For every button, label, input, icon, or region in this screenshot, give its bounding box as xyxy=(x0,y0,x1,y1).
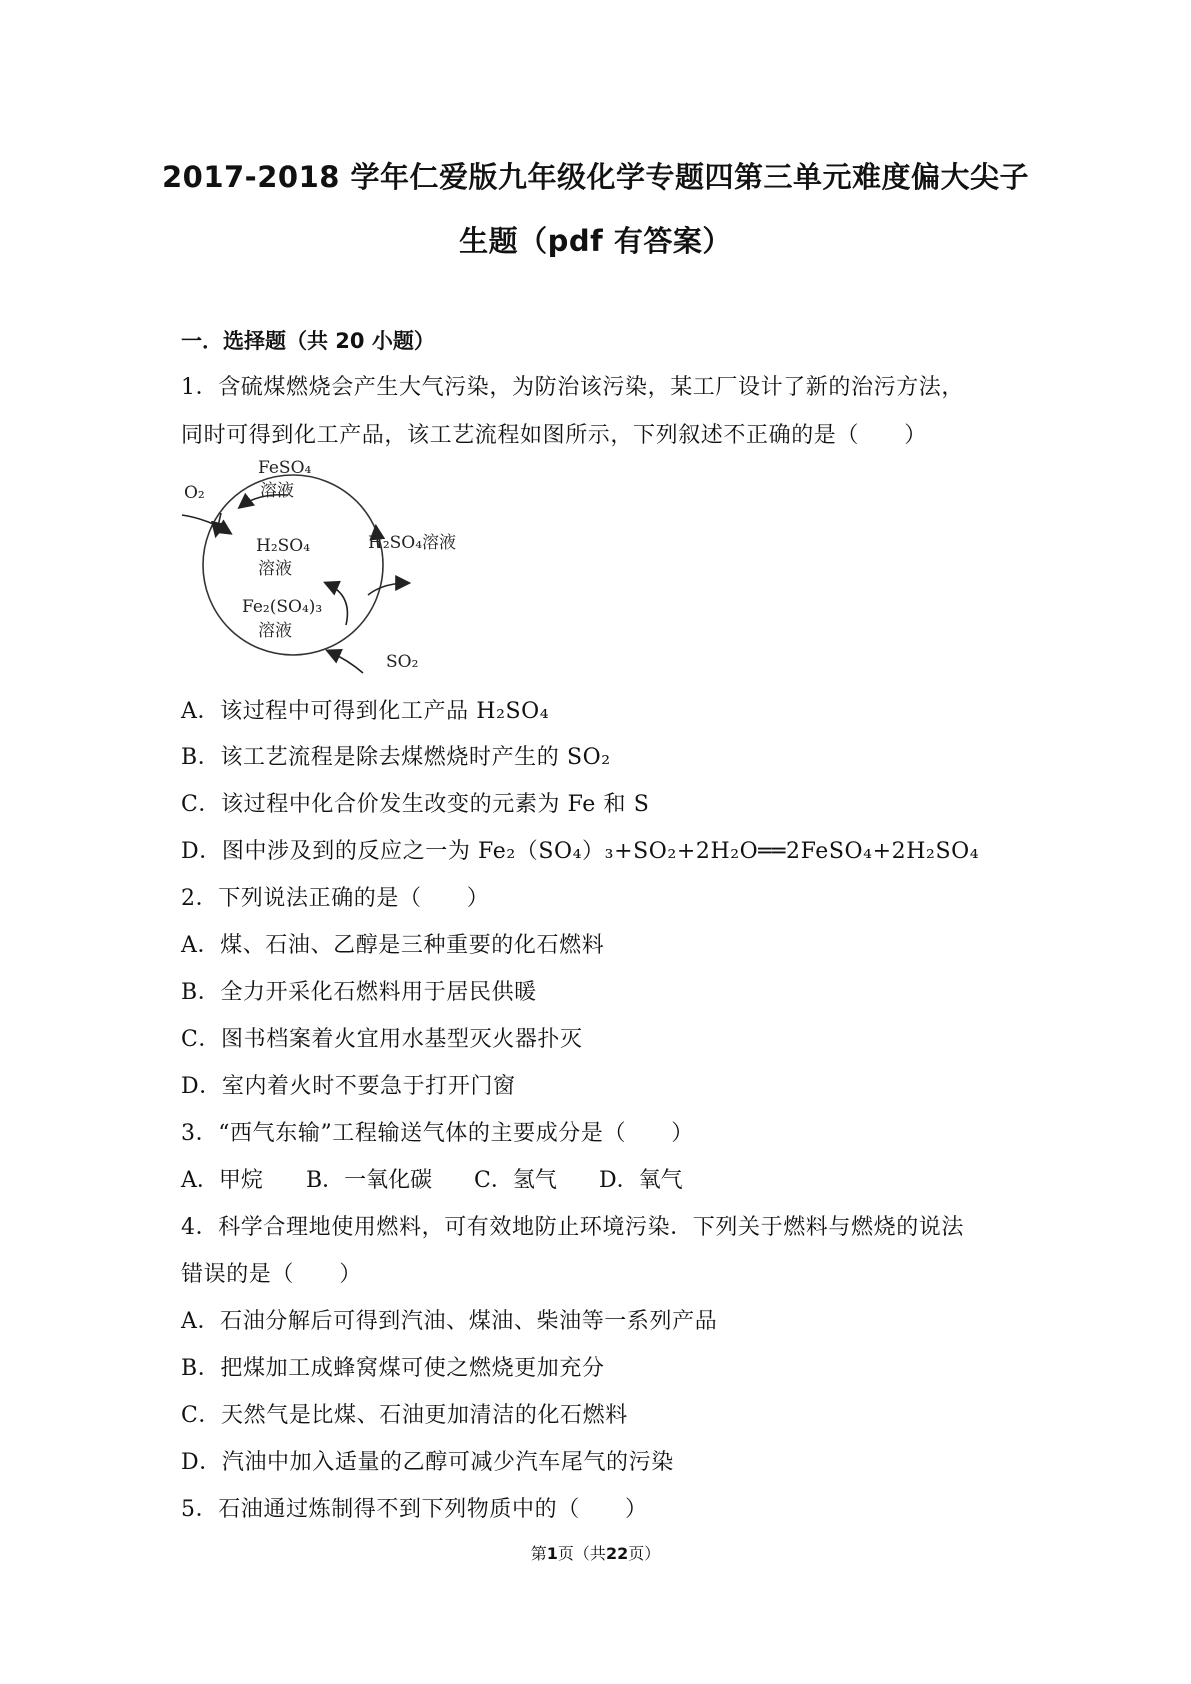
process-flow-diagram xyxy=(178,455,508,680)
q1-option-c: C．该过程中化合价发生改变的元素为 Fe 和 S xyxy=(181,792,650,817)
label-h2so4-out: H₂SO₄溶液 xyxy=(368,533,457,553)
q4-option-a: A．石油分解后可得到汽油、煤油、柴油等一系列产品 xyxy=(181,1309,718,1334)
page-footer xyxy=(0,1541,1191,1564)
label-h2so4-inner-sol: 溶液 xyxy=(258,559,292,579)
q3-options xyxy=(181,1163,683,1194)
so2-arrow xyxy=(328,651,363,673)
label-so2: SO₂ xyxy=(386,652,419,672)
q2-option-d: D．室内着火时不要急于打开门窗 xyxy=(181,1074,516,1099)
q3-option-c: C．氢气 xyxy=(474,1168,557,1193)
inner-arrow xyxy=(326,583,347,625)
q3-stem: 3．“西气东输”工程输送气体的主要成分是（ ） xyxy=(181,1121,694,1146)
label-feso4-sol: 溶液 xyxy=(260,481,294,501)
q1-stem-line1: 1．含硫煤燃烧会产生大气污染，为防治该污染，某工厂设计了新的治污方法， xyxy=(181,375,964,400)
h2so4-out-arrow xyxy=(368,583,408,595)
label-fe2so43-sol: 溶液 xyxy=(258,621,292,641)
label-h2so4-inner: H₂SO₄ xyxy=(256,536,311,556)
q2-option-a: A．煤、石油、乙醇是三种重要的化石燃料 xyxy=(181,933,605,958)
q4-stem-line2: 错误的是（ ） xyxy=(181,1262,362,1287)
label-feso4: FeSO₄ xyxy=(258,458,312,478)
label-o2: O₂ xyxy=(184,483,205,503)
q1-option-d: D．图中涉及到的反应之一为 Fe₂（SO₄）₃+SO₂+2H₂O══2FeSO₄+2H₂SO₄ xyxy=(181,839,980,864)
q1-option-a: A．该过程中可得到化工产品 H₂SO₄ xyxy=(181,699,550,724)
doc-title-line2: 生题（pdf 有答案） xyxy=(459,224,732,258)
q3-option-b: B．一氧化碳 xyxy=(306,1168,433,1193)
q4-option-c: C．天然气是比煤、石油更加清洁的化石燃料 xyxy=(181,1403,628,1428)
q2-option-c: C．图书档案着火宜用水基型灭火器扑灭 xyxy=(181,1027,583,1052)
q5-stem: 5．石油通过炼制得不到下列物质中的（ ） xyxy=(181,1497,648,1522)
footer-mid: 页（共 xyxy=(557,1544,606,1563)
footer-total-pages: 22 xyxy=(605,1544,629,1563)
section-heading: 一．选择题（共 20 小题） xyxy=(181,329,435,353)
doc-title-line1: 2017-2018 学年仁爱版九年级化学专题四第三单元难度偏大尖子 xyxy=(161,160,1030,194)
q4-option-b: B．把煤加工成蜂窝煤可使之燃烧更加充分 xyxy=(181,1356,605,1381)
q3-option-a: A．甲烷 xyxy=(181,1168,263,1193)
o2-arrow xyxy=(182,515,230,533)
q1-option-b: B．该工艺流程是除去煤燃烧时产生的 SO₂ xyxy=(181,745,611,770)
q1-stem-line2: 同时可得到化工产品，该工艺流程如图所示，下列叙述不正确的是（ ） xyxy=(181,423,927,448)
q4-stem-line1: 4．科学合理地使用燃料，可有效地防止环境污染．下列关于燃料与燃烧的说法 xyxy=(181,1215,964,1240)
footer-post: 页） xyxy=(628,1544,661,1563)
q2-option-b: B．全力开采化石燃料用于居民供暖 xyxy=(181,980,537,1005)
q2-stem: 2．下列说法正确的是（ ） xyxy=(181,886,490,911)
q3-option-d: D．氧气 xyxy=(599,1168,683,1193)
footer-pre: 第 xyxy=(530,1544,547,1563)
footer-page-number: 1 xyxy=(546,1544,558,1563)
label-fe2so43: Fe₂(SO₄)₃ xyxy=(242,597,323,617)
q4-option-d: D．汽油中加入适量的乙醇可减少汽车尾气的污染 xyxy=(181,1450,674,1475)
